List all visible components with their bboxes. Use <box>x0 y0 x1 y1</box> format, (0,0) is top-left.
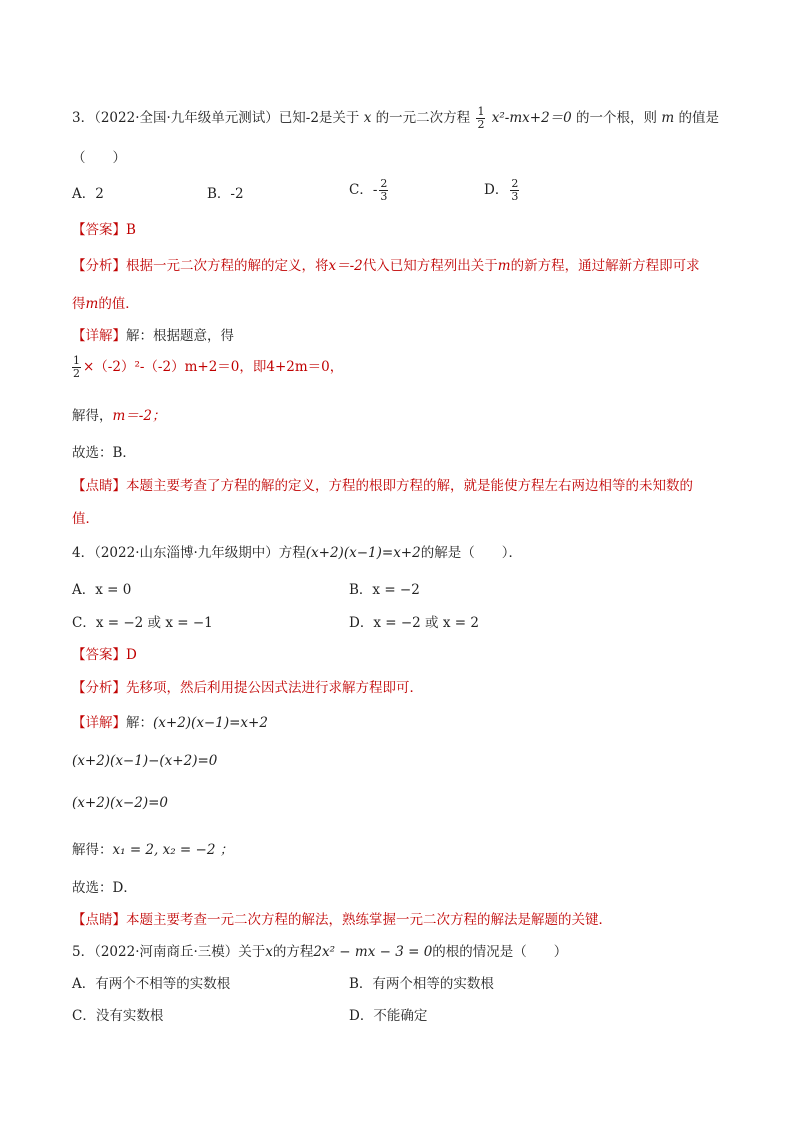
q3-option-d: D． $\frac{2}{3}$ <box>484 177 519 203</box>
q4-answer <box>72 643 137 663</box>
q4-option-b: B．x = −2 <box>349 582 420 598</box>
q5-option-a: A．有两个不相等的实数根 <box>72 976 231 992</box>
q3-stem-part: 的一元二次方程 <box>375 110 471 126</box>
q3-detail: 【详解】解：根据题意，得 <box>72 328 234 344</box>
answer-tag: 【答案】 <box>72 222 126 238</box>
q5-equation: 2x² − mx − 3 = 0 <box>313 944 433 960</box>
q4-comment: 【点睛】本题主要考查一元二次方程的解法，熟练掌握一元二次方程的解法是解题的关键． <box>72 912 612 928</box>
q4-option-d: D．x = −2 或 x = 2 <box>349 615 479 631</box>
q5-stem: 5．（2022·河南商丘·三模）关于x的方程2x² − mx − 3 = 0的根的情况是（ ） <box>72 944 568 960</box>
q3-var-m: m <box>661 110 675 126</box>
q4-step-2: (x+2)(x−2)=0 <box>72 795 168 811</box>
analysis-tag: 【分析】 <box>72 680 126 696</box>
q3-option-b: B．-2 <box>207 186 244 202</box>
q4-detail: 【详解】解：(x+2)(x−1)=x+2 <box>72 715 268 731</box>
q3-var-x: x <box>363 110 372 126</box>
q3-eq-fraction: $\frac{1}{2}$ <box>477 105 485 131</box>
q3-option-c-fraction: $\frac{2}{3}$ <box>380 177 388 203</box>
q3-stem-part: 3．（2022·全国·九年级单元测试）已知-2是关于 <box>72 110 360 126</box>
answer-value: B <box>126 222 136 238</box>
q3-comment-cont: 值． <box>72 511 99 527</box>
q5-option-b: B．有两个相等的实数根 <box>349 976 494 992</box>
q4-equation: (x+2)(x−1)=x+2 <box>305 545 421 561</box>
q4-analysis: 【分析】先移项，然后利用提公因式法进行求解方程即可． <box>72 680 423 696</box>
q3-calc-fraction: $\frac{1}{2}$ <box>73 354 80 380</box>
answer-tag: 【答案】 <box>72 647 126 663</box>
answer-value: D <box>126 647 137 663</box>
analysis-tag: 【分析】 <box>72 258 126 274</box>
comment-tag: 【点睛】 <box>72 478 126 494</box>
q3-option-d-fraction: $\frac{2}{3}$ <box>511 177 519 203</box>
q4-choose: 故选：D． <box>72 880 137 896</box>
q3-answer <box>72 218 136 238</box>
q3-option-a: A．2 <box>72 186 104 202</box>
q4-stem: 4．（2022·山东淄博·九年级期中）方程(x+2)(x−1)=x+2的解是（ ）． <box>72 545 522 561</box>
q3-analysis-cont: 得m的值． <box>72 296 139 312</box>
q3-option-c: C．- $\frac{2}{3}$ <box>349 177 388 203</box>
detail-tag: 【详解】 <box>72 328 126 344</box>
q3-paren: （ ） <box>72 150 126 166</box>
q3-calc: $\frac{1}{2}$ ×（-2）²-（-2）m+2＝0，即4+2m＝0， <box>73 354 344 380</box>
q4-option-c: C．x = −2 或 x = −1 <box>72 615 213 631</box>
q3-stem-part: 的一个根，则 <box>576 110 658 126</box>
q3-choose: 故选：B． <box>72 445 136 461</box>
q3-equation: x²-mx+2＝0 <box>491 110 572 126</box>
comment-tag: 【点睛】 <box>72 912 126 928</box>
q3-analysis: 【分析】根据一元二次方程的解的定义，将x＝-2代入已知方程列出关于m的新方程，通过解新方程即可求 <box>72 258 700 274</box>
q3-comment: 【点睛】本题主要考查了方程的解的定义，方程的根即方程的解，就是能使方程左右两边相等的未知数的 <box>72 478 693 494</box>
q4-step-1: (x+2)(x−1)−(x+2)=0 <box>72 753 218 769</box>
q4-solve: 解得：x₁ = 2, x₂ = −2 ； <box>72 842 234 858</box>
q3-solve: 解得，m＝-2； <box>72 408 166 424</box>
detail-tag: 【详解】 <box>72 715 126 731</box>
q5-option-d: D．不能确定 <box>349 1008 428 1024</box>
q5-option-c: C．没有实数根 <box>72 1008 164 1024</box>
q3-stem-part: 的值是 <box>678 110 719 126</box>
q3-stem <box>72 106 719 131</box>
q4-option-a: A．x = 0 <box>72 582 132 598</box>
